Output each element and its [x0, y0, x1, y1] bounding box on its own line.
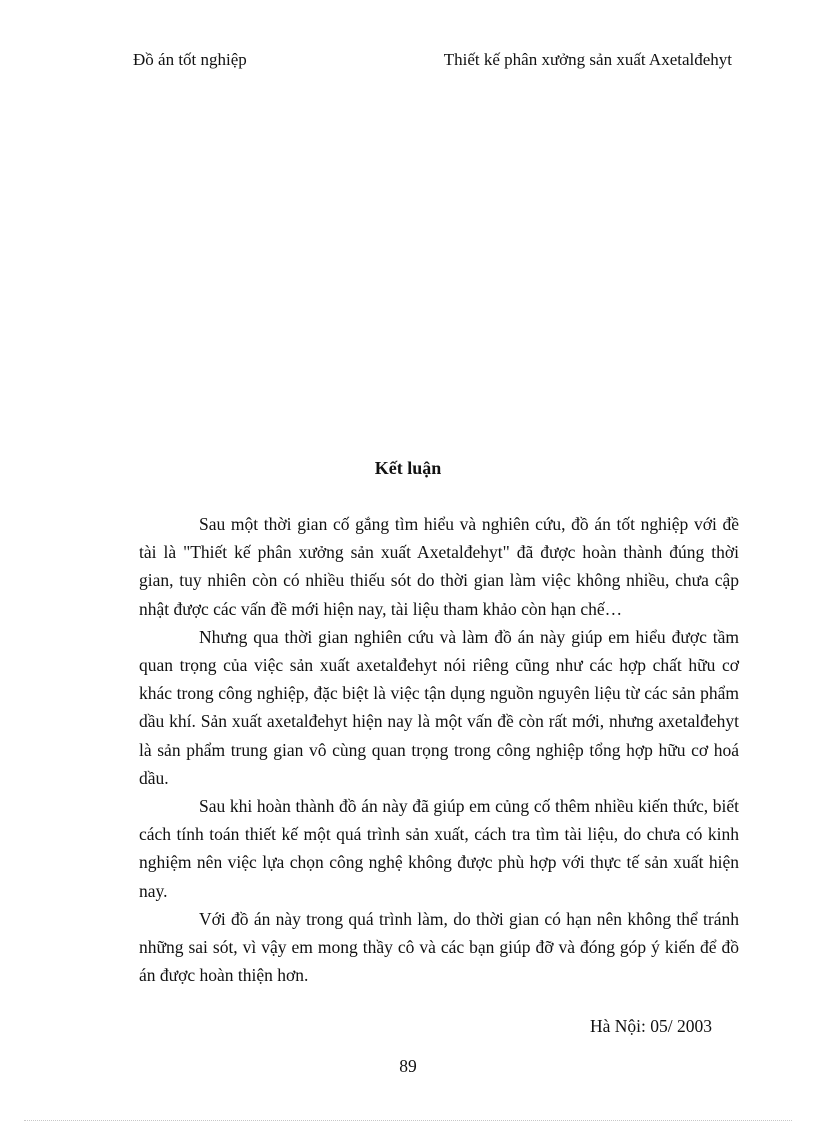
header-document-title: Thiết kế phân xưởng sản xuất Axetalđehyt [443, 50, 732, 69]
page-number: 89 [399, 1056, 417, 1076]
header-document-type: Đồ án tốt nghiệp [133, 50, 247, 69]
footer-divider [24, 1120, 792, 1121]
paragraph-3: Sau khi hoàn thành đồ án này đã giúp em củng cố thêm nhiều kiến thức, biết cách tính toán thiết kế một quá trình sản xuất, cách tra tìm tài liệu, do chưa có kinh nghiệm nên việc lựa chọn công nghệ không được phù hợp với thực tế sản xuất hiện nay. [139, 796, 739, 901]
paragraph-4: Với đồ án này trong quá trình làm, do thời gian có hạn nên không thể tránh những sai sót, vì vậy em mong thầy cô và các bạn giúp đỡ và đóng góp ý kiến để đồ án được hoàn thiện hơn. [139, 908, 739, 986]
place-date-signature: Hà Nội: 05/ 2003 [589, 1016, 712, 1036]
paragraph-2: Nhưng qua thời gian nghiên cứu và làm đồ án này giúp em hiểu được tầm quan trọng của việc sản xuất axetalđehyt nói riêng cũng như các hợp chất hữu cơ khác trong công nghiệp, đặc biệt là việc tận dụng nguồn nguyên liệu từ các sản phẩm dầu khí. Sản xuất axetalđehyt hiện nay là một vấn đề còn rất mới, nhưng axetalđehyt là sản phẩm trung gian vô cùng quan trọng trong công nghiệp tổng hợp hữu cơ hoá dầu. [139, 626, 739, 788]
paragraph-1: Sau một thời gian cố gắng tìm hiểu và nghiên cứu, đồ án tốt nghiệp với đề tài là "Thiết kế phân xưởng sản xuất Axetalđehyt" đã được hoàn thành đúng thời gian, tuy nhiên còn có nhiều thiếu sót do thời gian làm việc không nhiều, chưa cập nhật được các vấn đề mới hiện nay, tài liệu tham khảo còn hạn chế… [139, 514, 739, 619]
section-title: Kết luận [374, 458, 442, 478]
conclusion-body [139, 510, 739, 989]
